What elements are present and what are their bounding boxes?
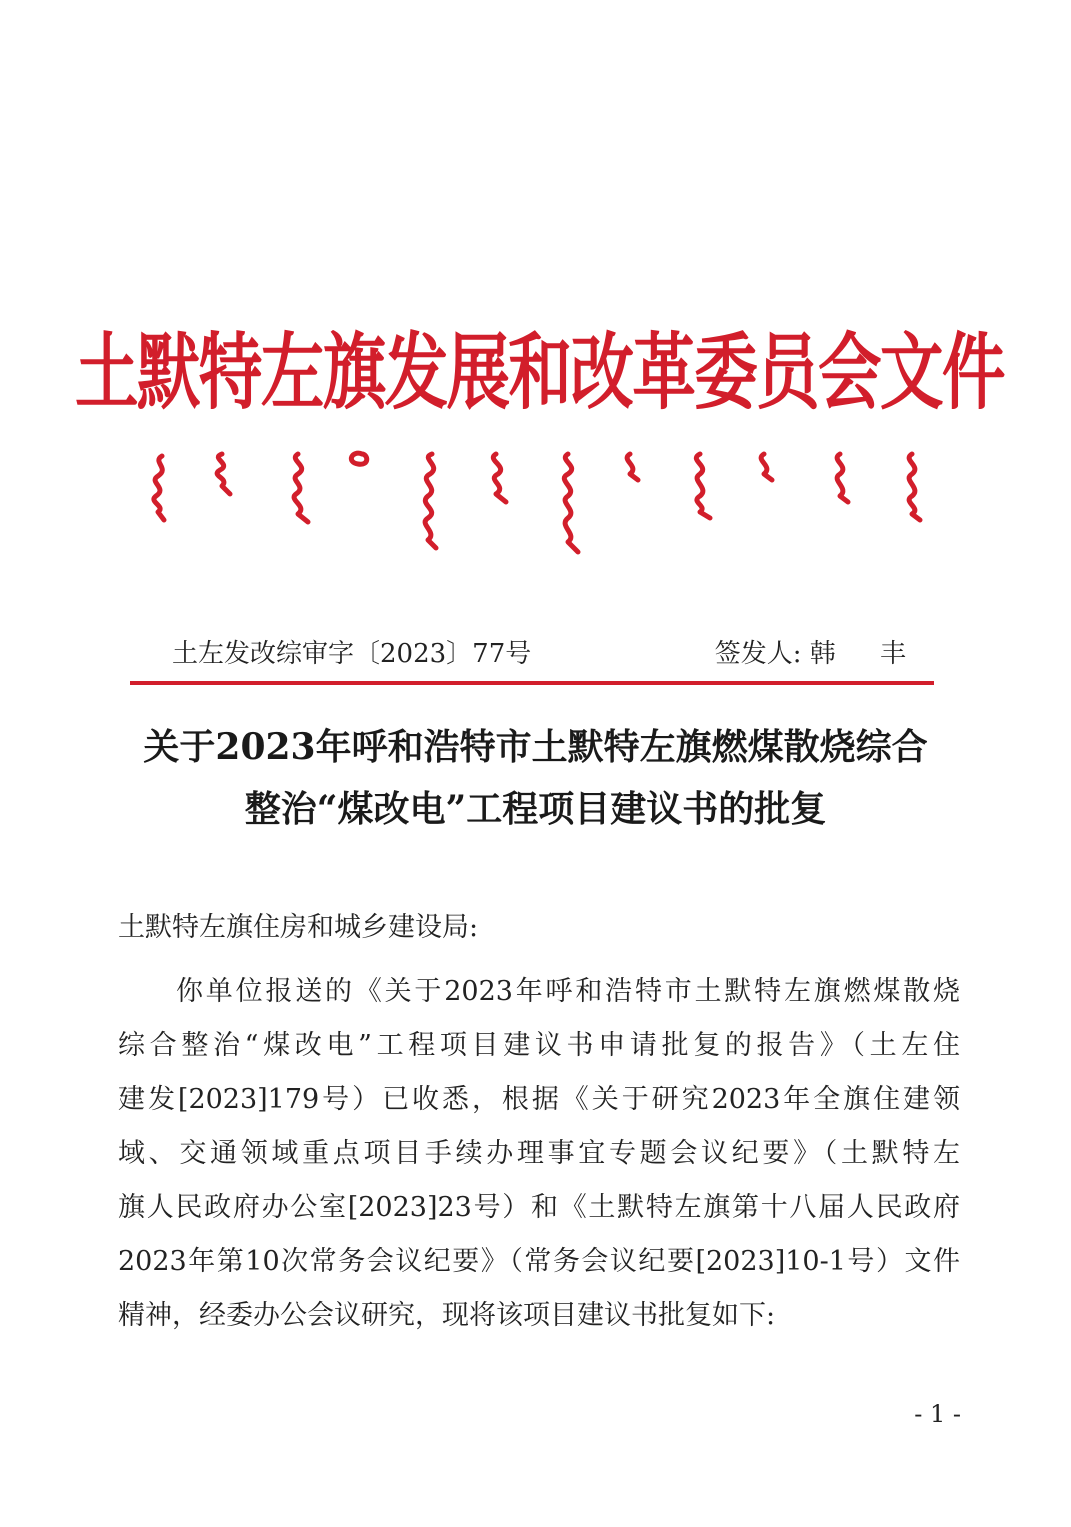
doc-meta-row — [172, 633, 932, 677]
salutation: 土默特左旗住房和城乡建设局: — [118, 912, 479, 943]
body-line: 建发[2023]179号）已收悉，根据《关于研究2023年全旗住建领 — [118, 1084, 960, 1115]
issuer — [715, 633, 924, 670]
body-line: 域、交通领域重点项目手续办理事宜专题会议纪要》（土默特左 — [118, 1138, 960, 1169]
red-divider — [130, 681, 934, 685]
org-header-title: 土默特左旗发展和改革委员会文件 — [74, 324, 1004, 422]
body-line: 你单位报送的《关于2023年呼和浩特市土默特左旗燃煤散烧 — [176, 976, 960, 1007]
title-line-2: 整治“煤改电”工程项目建议书的批复 — [244, 788, 827, 830]
page-number: - 1 - — [914, 1400, 961, 1428]
doc-number: 土左发改综审字〔2023〕77号 — [172, 639, 532, 669]
body-paragraph — [118, 965, 960, 1343]
body-line: 精神，经委办公会议研究，现将该项目建议书批复如下: — [118, 1300, 776, 1331]
mongolian-script-icon — [140, 448, 930, 568]
title-line-1: 关于2023年呼和浩特市土默特左旗燃煤散烧综合 — [143, 726, 928, 768]
body-line: 综合整治“煤改电”工程项目建议书申请批复的报告》（土左住 — [118, 1030, 960, 1061]
issuer-label: 签发人: — [714, 639, 802, 669]
body-line: 2023年第10次常务会议纪要》（常务会议纪要[2023]10-1号）文件 — [118, 1246, 960, 1277]
document-title — [110, 716, 961, 840]
issuer-name: 韩 丰 — [809, 639, 924, 669]
body-line: 旗人民政府办公室[2023]23号）和《土默特左旗第十八届人民政府 — [118, 1192, 960, 1223]
